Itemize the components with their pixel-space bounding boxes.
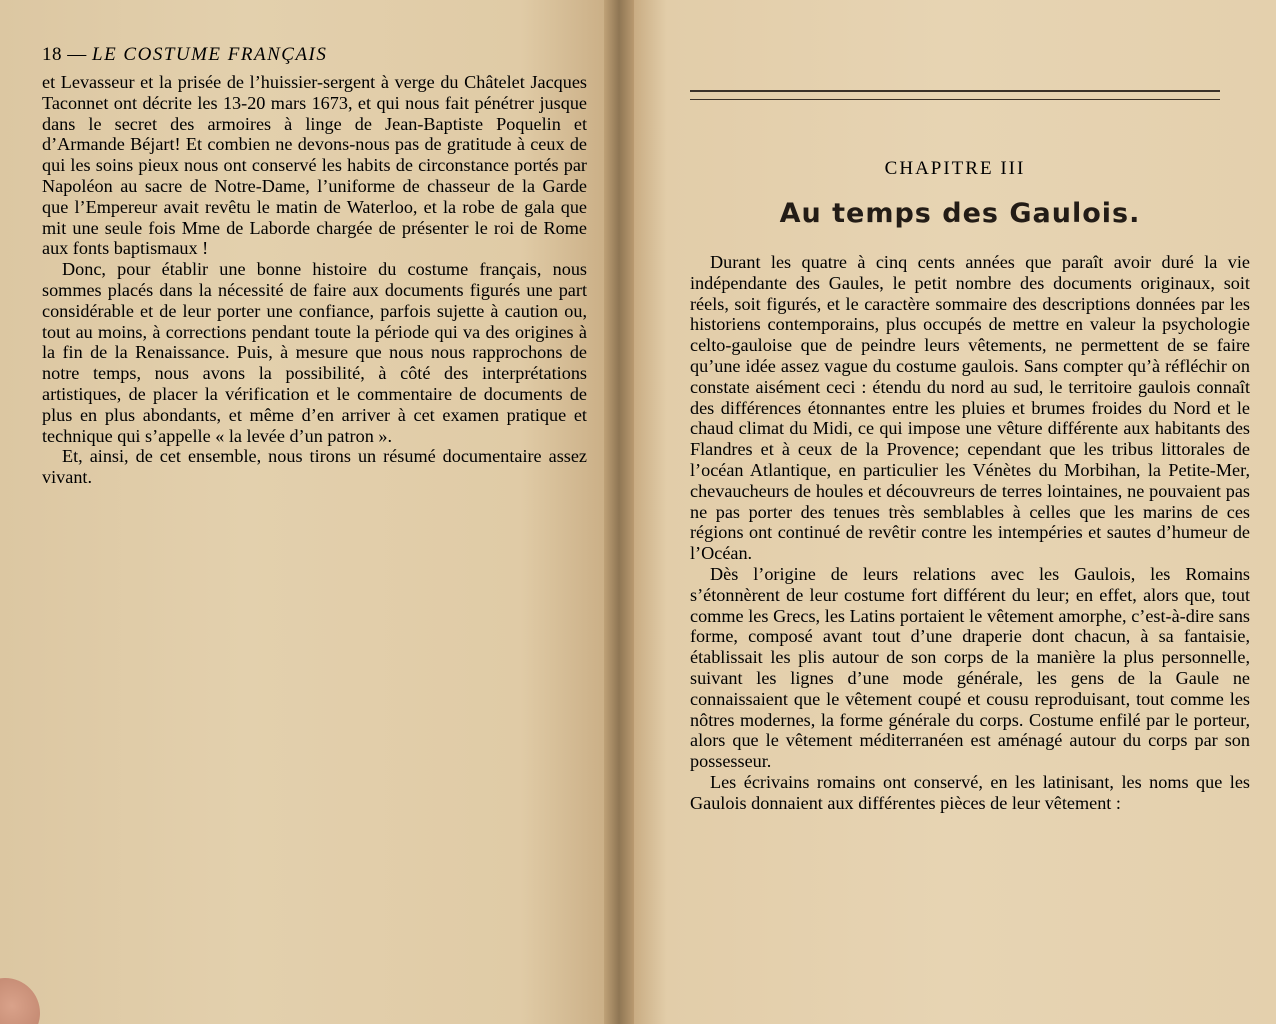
- paragraph: Durant les quatre à cinq cents années que paraît avoir duré la vie indépendante des Gaules, le petit nombre des documents originaux, soit réels, soit figurés, et le caractère sommaire des descriptions données par les historiens contemporains, plus occupés de mettre en valeur la psychologie celto-gauloise que de peindre leurs vêtements, ne permettent de se faire qu’une idée assez vague du costume gaulois. Sans compter qu’à réfléchir on constate aisément ceci : étendu du nord au sud, le territoire gaulois connaît des différences étonnantes entre les pluies et brumes froides du Nord et le chaud climat du Midi, ce qui impose une vêture différente aux habitants des Flandres et à ceux de la Provence; cependant que les tribus littorales de l’océan Atlantique, en particulier les Vénètes du Morbihan, la Petite-Mer, chevaucheurs de houles et découvreurs de terres lointaines, ne pouvaient pas ne pas porter des tenues très semblables à celles que les marins de ces régions ont continué de revêtir contre les intempéries et sautes d’humeur de l’Océan.: [690, 252, 1250, 564]
- book-title: LE COSTUME FRANÇAIS: [92, 44, 328, 65]
- chapter-rule: [690, 90, 1220, 100]
- book-gutter: [604, 0, 634, 1024]
- chapter-title: Au temps des Gaulois.: [779, 198, 1141, 229]
- paragraph: Et, ainsi, de cet ensemble, nous tirons un résumé documentaire assez vivant.: [42, 446, 587, 488]
- paragraph: Les écrivains romains ont conservé, en les latinisant, les noms que les Gaulois donnaient aux différentes pièces de leur vêtement :: [690, 771, 1250, 813]
- paragraph: et Levasseur et la prisée de l’huissier-sergent à verge du Châtelet Jacques Taconnet ont décrite les 13-20 mars 1673, et qui nous fait pénétrer jusque dans le secret des armoires à linge de Jean-Baptiste Poquelin et d’Armande Béjart! Et combien ne devons-nous pas de gratitude à ceux de qui les soins pieux nous ont conservé les habits de circonstance portés par Napoléon au sacre de Notre-Dame, l’uniforme de chasseur de la Garde que l’Empereur avait revêtu le matin de Waterloo, et la robe de gala que mit une seule fois Mme de Laborde chargée de présenter le roi de Rome aux fonts baptismaux !: [42, 72, 587, 259]
- running-head: [42, 44, 327, 66]
- left-page-body: [42, 72, 587, 488]
- paragraph: Donc, pour établir une bonne histoire du costume français, nous sommes placés dans la nécessité de faire aux documents figurés une part considérable et de leur porter une confiance, parfois sujette à caution ou, tout au moins, à corrections pendant toute la période qui va des origines à la fin de la Renaissance. Puis, à mesure que nous nous rapprochons de notre temps, nous avons la possibilité, à côté des interprétations artistiques, de placer la vérification et le commentaire de documents de plus en plus abondants, et même d’en arriver à cet examen pratique et technique qui s’appelle « la levée d’un patron ».: [42, 259, 587, 446]
- chapter-number: CHAPITRE III: [884, 158, 1026, 179]
- page-number: 18: [42, 44, 62, 65]
- paragraph: Dès l’origine de leurs relations avec les Gaulois, les Romains s’étonnèrent de leur costume fort différent du leur; en effet, alors que, tout comme les Grecs, les Latins portaient le vêtement amorphe, c’est-à-dire sans forme, composé avant tout d’une draperie dont chacun, à sa fantaisie, établissait les plis autour de son corps de la manière la plus personnelle, suivant les lignes d’une mode générale, les gens de la Gaule ne connaissaient que le vêtement coupé et cousu reproduisant, tout comme les nôtres modernes, la forme générale du corps. Costume enfilé par le porteur, alors que le vêtement méditerranéen est aménagé autour du corps par son possesseur.: [690, 563, 1250, 772]
- right-page-body: [690, 252, 1250, 814]
- running-head-dash: —: [62, 44, 92, 65]
